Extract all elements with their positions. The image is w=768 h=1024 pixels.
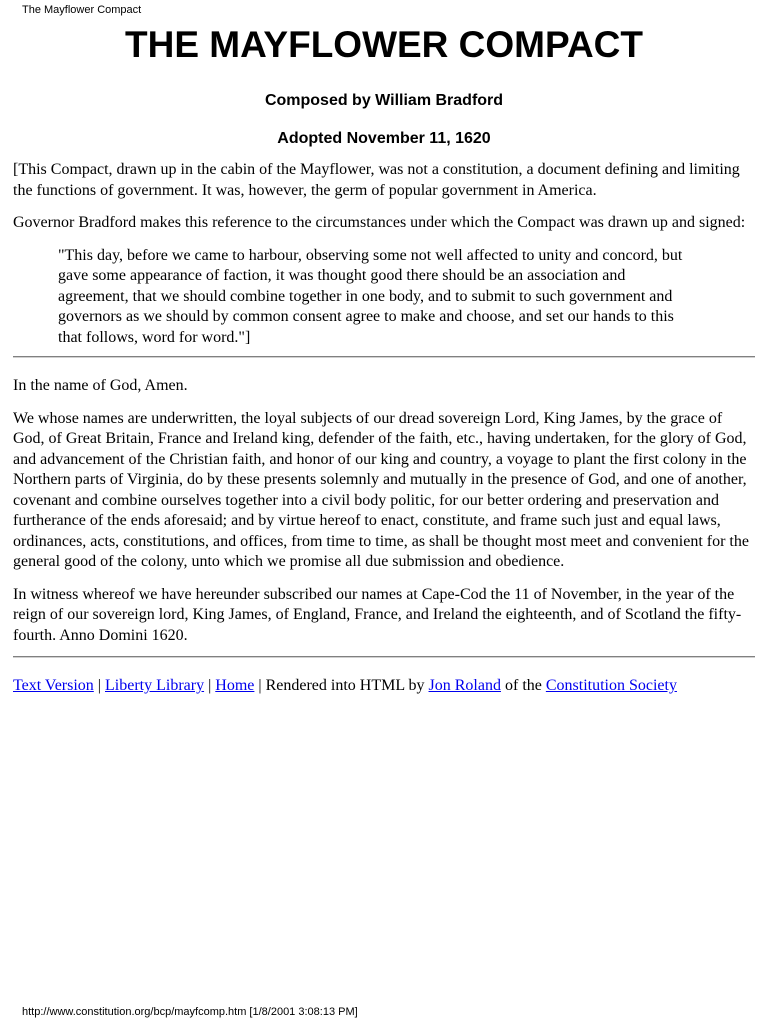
author-line: Composed by William Bradford [264, 92, 504, 109]
page-title: THE MAYFLOWER COMPACT [125, 24, 643, 65]
intro-paragraph-1: [This Compact, drawn up in the cabin of the Mayflower, was not a constitution, a document defining and limiting the functions of government. It was, however, the germ of popular government in America. [13, 161, 740, 199]
running-foot: http://www.constitution.org/bcp/mayfcomp.htm [1/8/2001 3:08:13 PM] [22, 1006, 358, 1018]
bradford-quote: "This day, before we came to harbour, observing some not well affected to unity and concord, but gave some appearance of faction, it was thought good there should be an association and agreement, that we should combine together in one body, and to submit to such government and governors as we should by common consent agree to make and choose, and set our hands to this that follows, word for word."] [58, 246, 683, 346]
rendered-by-text: | Rendered into HTML by [254, 677, 429, 694]
separator: | [93, 677, 105, 694]
compact-body: We whose names are underwritten, the loyal subjects of our dread sovereign Lord, King James, by the grace of God, of Great Britain, France and Ireland king, defender of the faith, etc., having undertaken, for the glory of God, and advancement of the Christian faith, and honor of our king and country, a voyage to plant the first colony in the Northern parts of Virginia, do by these presents solemnly and mutually in the presence of God, and one of another, covenant and combine ourselves together into a civil body politic, for our better ordering and preservation and furtherance of the ends aforesaid; and by virtue hereof to enact, constitute, and frame such just and equal laws, ordinances, acts, constitutions, and offices, from time to time, as shall be thought most meet and convenient for the general good of the colony, unto which we promise all due submission and obedience. [13, 409, 749, 570]
of-the-text: of the [500, 677, 546, 694]
intro-paragraph-2: Governor Bradford makes this reference to the circumstances under which the Compact was drawn up and signed: [13, 214, 746, 231]
divider [13, 356, 755, 358]
home-link[interactable]: Home [215, 677, 255, 694]
separator: | [204, 677, 216, 694]
running-head: The Mayflower Compact [22, 4, 142, 16]
liberty-library-link[interactable]: Liberty Library [105, 677, 205, 694]
jon-roland-link[interactable]: Jon Roland [428, 677, 501, 694]
compact-opening: In the name of God, Amen. [13, 377, 188, 394]
constitution-society-link[interactable]: Constitution Society [545, 677, 677, 694]
text-version-link[interactable]: Text Version [13, 677, 94, 694]
footer-nav [13, 676, 755, 696]
divider [13, 656, 755, 658]
compact-witness: In witness whereof we have hereunder subscribed our names at Cape-Cod the 11 of November, in the year of the reign of our sovereign lord, King James, of England, France, and Ireland the eighteenth, and of Scotland the fifty-fourth. Anno Domini 1620. [13, 585, 742, 644]
date-line: Adopted November 11, 1620 [277, 130, 491, 147]
document-body [13, 22, 755, 696]
